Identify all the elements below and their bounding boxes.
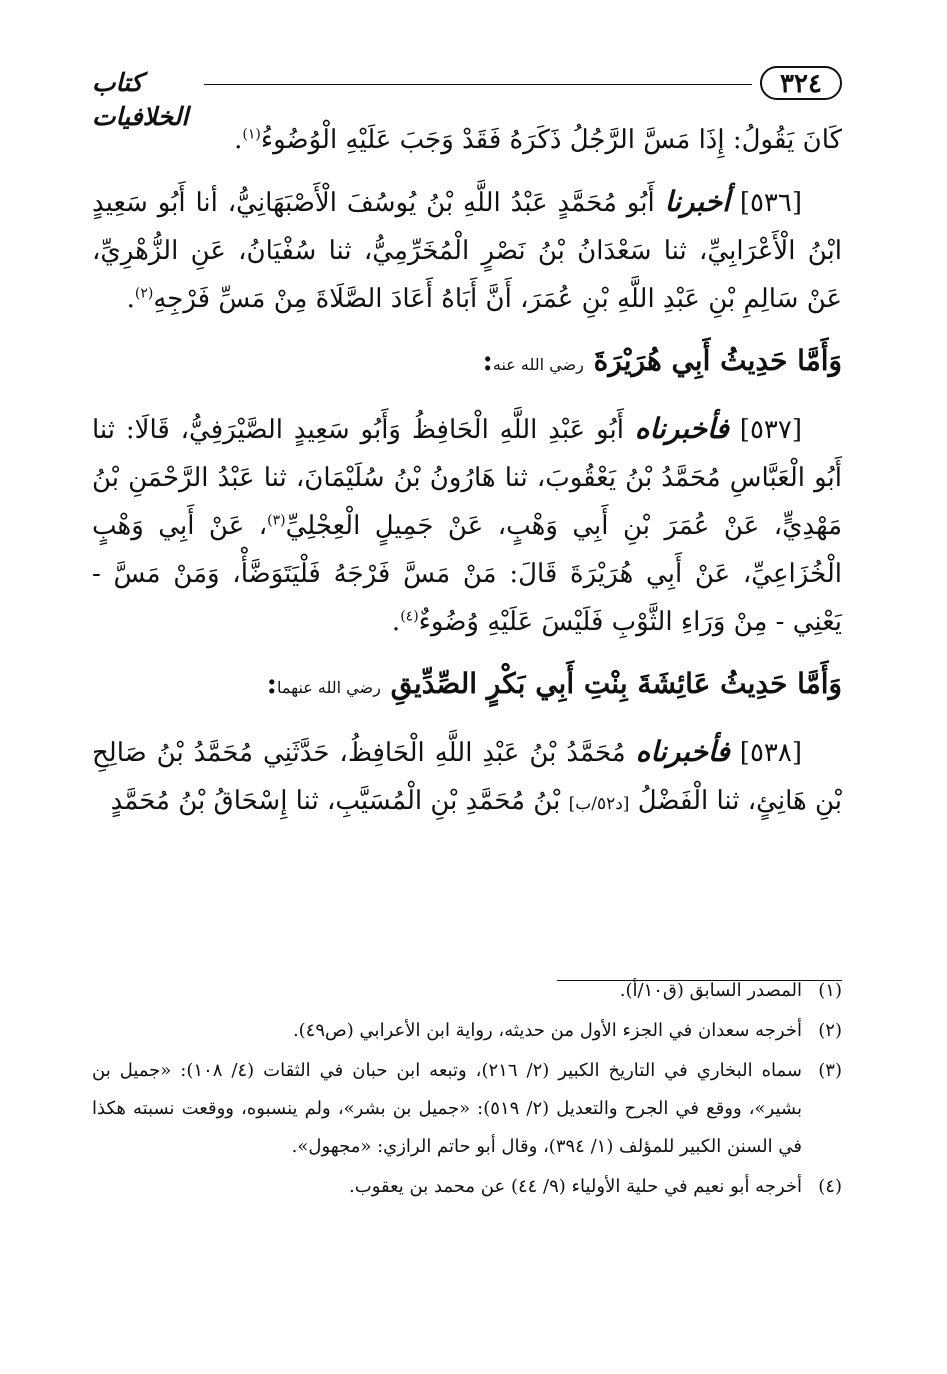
heading-text: وَأَمَّا حَدِيثُ عَائِشَةَ بِنْتِ أَبِي بَكْرٍ الصِّدِّيقِ <box>390 667 842 700</box>
hadith-text: بْنُ مُحَمَّدِ بْنِ الْمُسَيَّبِ، ثنا إِسْحَاقُ بْنُ مُحَمَّدٍ <box>110 786 561 816</box>
hadith-text: أَبُو عَبْدِ اللَّهِ الْحَافِظُ وَأَبُو سَعِيدٍ الصَّيْرَفِيُّ، قَالَا: ثنا أَبُو الْعَبَّاسِ مُحَمَّدُ بْنُ يَعْقُوبَ، ثنا هَارُونُ بْنُ سُلَيْمَانَ، ثنا عَبْدُ الرَّحْمَنِ بْنُ مَهْدِيٍّ، عَنْ عُمَرَ بْنِ أَبِي وَهْبٍ، عَنْ جَمِيلٍ الْعِجْلِيِّ <box>92 415 842 541</box>
main-text <box>92 116 842 828</box>
footnote-text: سماه البخاري في التاريخ الكبير (٢/ ٢١٦)، وتبعه ابن حبان في الثقات (٤/ ١٠٨): «جميل بن بشير»، ووقع في الجرح والتعديل (٢/ ٥١٩): «جميل بن بشر»، ولم ينسبوه، ووقعت نسبته هكذا في السنن الكبير للمؤلف (١/ ٣٩٤)، وقال أبو حاتم الرازي: «مجهول». <box>92 1060 802 1157</box>
footnote <box>92 1052 842 1166</box>
footnote-marker: (٢) <box>134 285 154 302</box>
footnote-number: (١) <box>818 980 842 1001</box>
footnote-text: المصدر السابق (ق١٠/أ). <box>619 980 802 1001</box>
honorific-glyph: رضي الله عنه <box>492 355 584 374</box>
section-heading: وَأَمَّا حَدِيثُ أَبِي هُرَيْرَةَ رضي الله عنه: <box>482 344 842 377</box>
footnotes <box>92 972 842 1208</box>
paragraph-text: كَانَ يَقُولُ: إِذَا مَسَّ الرَّجُلُ ذَكَرَهُ فَقَدْ وَجَبَ عَلَيْهِ الْوُضُوءُ <box>260 125 842 155</box>
hadith-number: [٥٣٨] <box>739 738 803 768</box>
manuscript-page-ref: [د٥٢/ب] <box>568 794 630 814</box>
footnote-number: (٣) <box>818 1060 842 1081</box>
hadith-text: أَبُو مُحَمَّدٍ عَبْدُ اللَّهِ بْنُ يُوسُفَ الْأَصْبَهَانِيُّ، أنا أَبُو سَعِيدٍ ابْنُ الْأَعْرَابِيِّ، ثنا سَعْدَانُ بْنُ نَصْرٍ الْمُخَرِّمِيُّ، ثنا سُفْيَانُ، عَنِ الزُّهْرِيِّ، عَنْ سَالِمِ بْنِ عَبْدِ اللَّهِ بْنِ عُمَرَ، أَنَّ أَبَاهُ أَعَادَ الصَّلَاةَ مِنْ مَسِّ فَرْجِهِ <box>92 188 842 314</box>
footnote <box>92 1168 842 1206</box>
footnote-text: أخرجه سعدان في الجزء الأول من حديثه، رواية ابن الأعرابي (ص٤٩). <box>292 1020 802 1041</box>
book-title: كتاب الخلافيات <box>92 68 189 131</box>
heading-text: وَأَمَّا حَدِيثُ أَبِي هُرَيْرَةَ <box>593 344 842 377</box>
footnote-marker: (٣) <box>267 512 286 529</box>
footnote <box>92 1012 842 1050</box>
footnote-number: (٢) <box>818 1020 842 1041</box>
hadith-number: [٥٣٦] <box>739 188 803 218</box>
footnote-text: أخرجه أبو نعيم في حلية الأولياء (٩/ ٤٤) عن محمد بن يعقوب. <box>349 1176 802 1197</box>
footnote <box>92 972 842 1010</box>
paragraph: كَانَ يَقُولُ: إِذَا مَسَّ الرَّجُلُ ذَكَرَهُ فَقَدْ وَجَبَ عَلَيْهِ الْوُضُوءُ$^{(١)}$. <box>234 125 842 155</box>
footnote-marker: (٤) <box>400 608 419 625</box>
honorific-glyph: رضي الله عنهما <box>276 678 381 697</box>
footnote-number: (٤) <box>818 1176 842 1197</box>
transmission-verb: فأخبرناه <box>634 412 729 445</box>
footnote-marker: (١) <box>242 126 261 143</box>
transmission-verb: فأخبرناه <box>635 735 730 768</box>
hadith-538 <box>92 728 842 828</box>
hadith-text: مُحَمَّدُ بْنُ عَبْدِ اللَّهِ الْحَافِظُ، حَدَّثَنِي مُحَمَّدُ بْنُ صَالِحِ بْنِ هَانِئٍ، ثنا الْفَضْلُ <box>92 738 842 816</box>
header-rule <box>204 84 752 85</box>
hadith-536: [٥٣٦] أخبرنا أَبُو مُحَمَّدٍ عَبْدُ اللَّهِ بْنُ يُوسُفَ الْأَصْبَهَانِيُّ، أنا أَبُو سَعِيدٍ ابْنُ الْأَعْرَابِيِّ، ثنا سَعْدَانُ بْنُ نَصْرٍ الْمُخَرِّمِيُّ، ثنا سُفْيَانُ، عَنِ الزُّهْرِيِّ، عَنْ سَالِمِ بْنِ عَبْدِ اللَّهِ بْنِ عُمَرَ، أَنَّ أَبَاهُ أَعَادَ الصَّلَاةَ مِنْ مَسِّ فَرْجِهِ$^{(٢)}$. <box>92 185 842 314</box>
hadith-number: [٥٣٧] <box>739 415 803 445</box>
page-header <box>92 60 842 131</box>
page-number: ٣٢٤ <box>760 66 842 100</box>
hadith-537: [٥٣٧] فأخبرناه أَبُو عَبْدِ اللَّهِ الْحَافِظُ وَأَبُو سَعِيدٍ الصَّيْرَفِيُّ، قَالَا: ثنا أَبُو الْعَبَّاسِ مُحَمَّدُ بْنُ يَعْقُوبَ، ثنا هَارُونُ بْنُ سُلَيْمَانَ، ثنا عَبْدُ الرَّحْمَنِ بْنُ مَهْدِيٍّ، عَنْ عُمَرَ بْنِ أَبِي وَهْبٍ، عَنْ جَمِيلٍ الْعِجْلِيِّ$^{(٣)}$، عَنْ أَبِي وَهْبٍ الْخُزَاعِيِّ، عَنْ أَبِي هُرَيْرَةَ قَالَ: مَنْ مَسَّ فَرْجَهُ فَلْيَتَوَضَّأْ، وَمَنْ مَسَّ - يَعْنِي - مِنْ وَرَاءِ الثَّوْبِ فَلَيْسَ عَلَيْهِ وُضُوءٌ$^{(٤)}$. <box>92 412 842 637</box>
book-page <box>92 60 842 1197</box>
section-heading: وَأَمَّا حَدِيثُ عَائِشَةَ بِنْتِ أَبِي بَكْرٍ الصِّدِّيقِ رضي الله عنهما: <box>266 667 842 700</box>
hadith-text: ، عَنْ أَبِي وَهْبٍ الْخُزَاعِيِّ، عَنْ أَبِي هُرَيْرَةَ قَالَ: مَنْ مَسَّ فَرْجَهُ فَلْيَتَوَضَّأْ، وَمَنْ مَسَّ - يَعْنِي - مِنْ وَرَاءِ الثَّوْبِ فَلَيْسَ عَلَيْهِ وُضُوءٌ <box>92 511 842 637</box>
transmission-verb: أخبرنا <box>664 185 730 218</box>
